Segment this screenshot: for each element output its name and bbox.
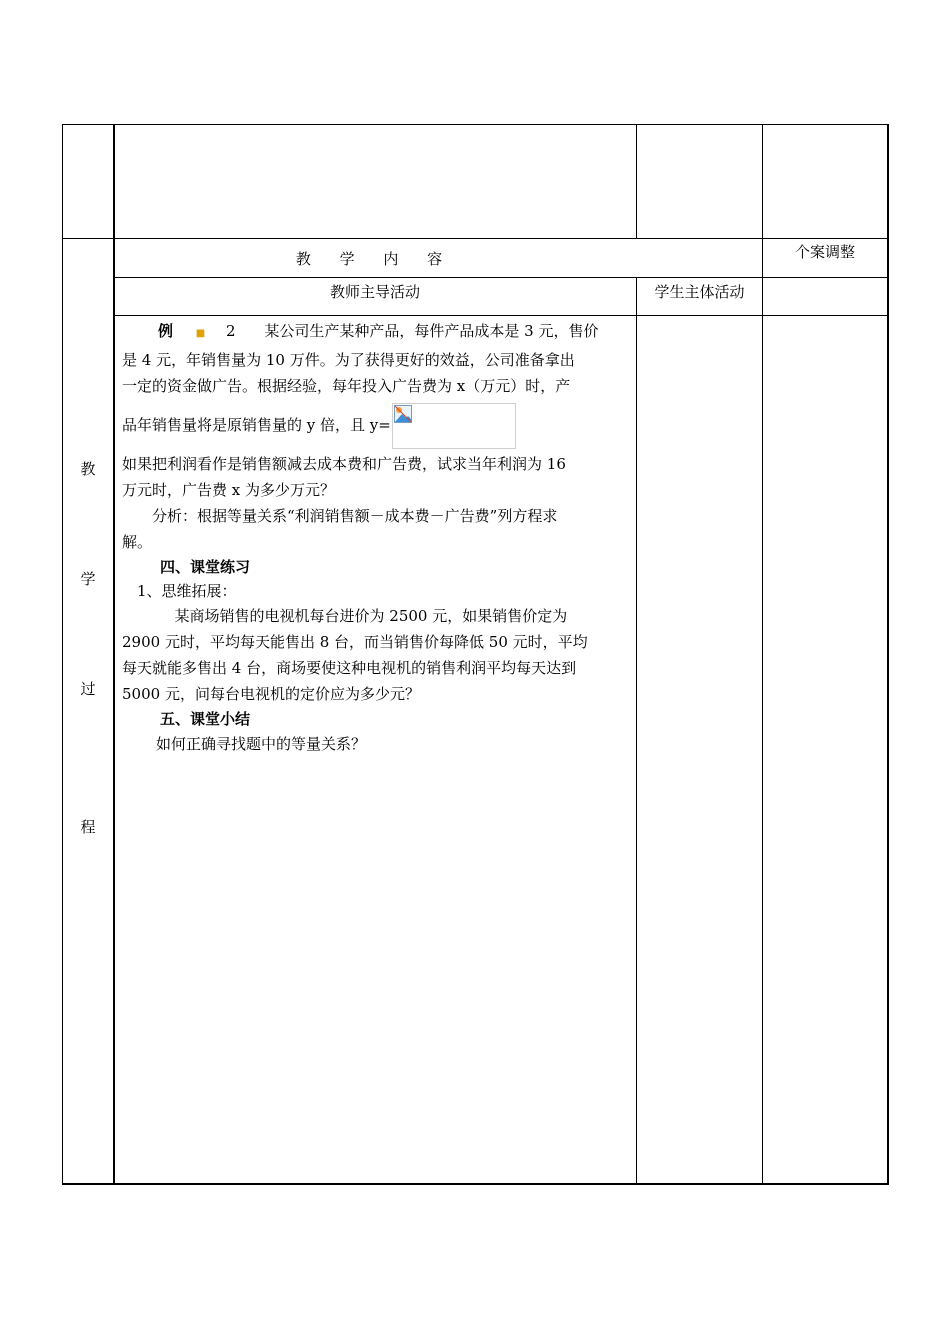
section-4-heading: 四、课堂练习 [160,558,251,576]
col-divider-3 [762,124,763,1184]
section-5-heading: 五、课堂小结 [160,710,251,728]
example-number: 2 [226,322,236,340]
problem-line-2: 2900 元时，平均每天能售出 8 台，而当销售价每降低 50 元时，平均 [122,633,588,651]
summary-question: 如何正确寻找题中的等量关系？ [156,735,367,753]
example-line-1 [122,318,630,347]
example-line-2: 是 4 元，年销售量为 10 万件。为了获得更好的效益，公司准备拿出 [122,351,575,369]
side-char-3: 过 [80,680,96,698]
example-line-3: 一定的资金做广告。根据经验，每年投入广告费为 x（万元）时，产 [122,377,571,395]
example-text-4: 品年销售量将是原销售量的 y 倍，且 y= [122,416,391,434]
example-line-4 [122,399,630,451]
analysis-line-2: 解。 [122,533,153,551]
example-text-1: 某公司生产某种产品，每件产品成本是 3 元，售价 [264,322,599,340]
table-border-right [887,124,889,1185]
formula-image [392,403,516,449]
analysis-line-1: 分析：根据等量关系“利润销售额－成本费－广告费”列方程求 [152,507,558,525]
student-activity-label: 学生主体活动 [654,283,745,301]
side-char-4: 程 [80,818,96,836]
side-char-1: 教 [80,460,96,478]
table-border-left [62,124,63,1184]
mark-dot: ■ [195,328,206,339]
broken-image-icon [394,405,412,423]
side-char-2: 学 [80,570,96,588]
example-line-5: 如果把利润看作是销售额减去成本费和广告费，试求当年利润为 16 [122,455,566,473]
example-line-6: 万元时，广告费 x 为多少万元？ [122,481,335,499]
content-title: 教 学 内 容 [295,250,455,268]
example-label: 例 [158,322,174,340]
teacher-content [122,318,630,757]
problem-line-3: 每天就能多售出 4 台，商场要使这种电视机的销售利润平均每天达到 [122,659,577,677]
row-divider-2 [113,277,888,278]
teacher-activity-label: 教师主导活动 [329,283,420,301]
row-divider-3 [113,315,888,316]
practice-item-1: 1、思维拓展： [137,582,237,600]
table-border-bottom [62,1183,889,1185]
col-divider-2-bottom [636,277,637,1184]
row-divider-1 [62,238,888,239]
problem-line-1: 某商场销售的电视机每台进价为 2500 元，如果销售价定为 [174,607,568,625]
table-border-top [62,124,888,125]
problem-line-4: 5000 元，问每台电视机的定价应为多少元？ [122,685,420,703]
adjust-label: 个案调整 [794,243,855,261]
col-divider-2-top [636,124,637,238]
